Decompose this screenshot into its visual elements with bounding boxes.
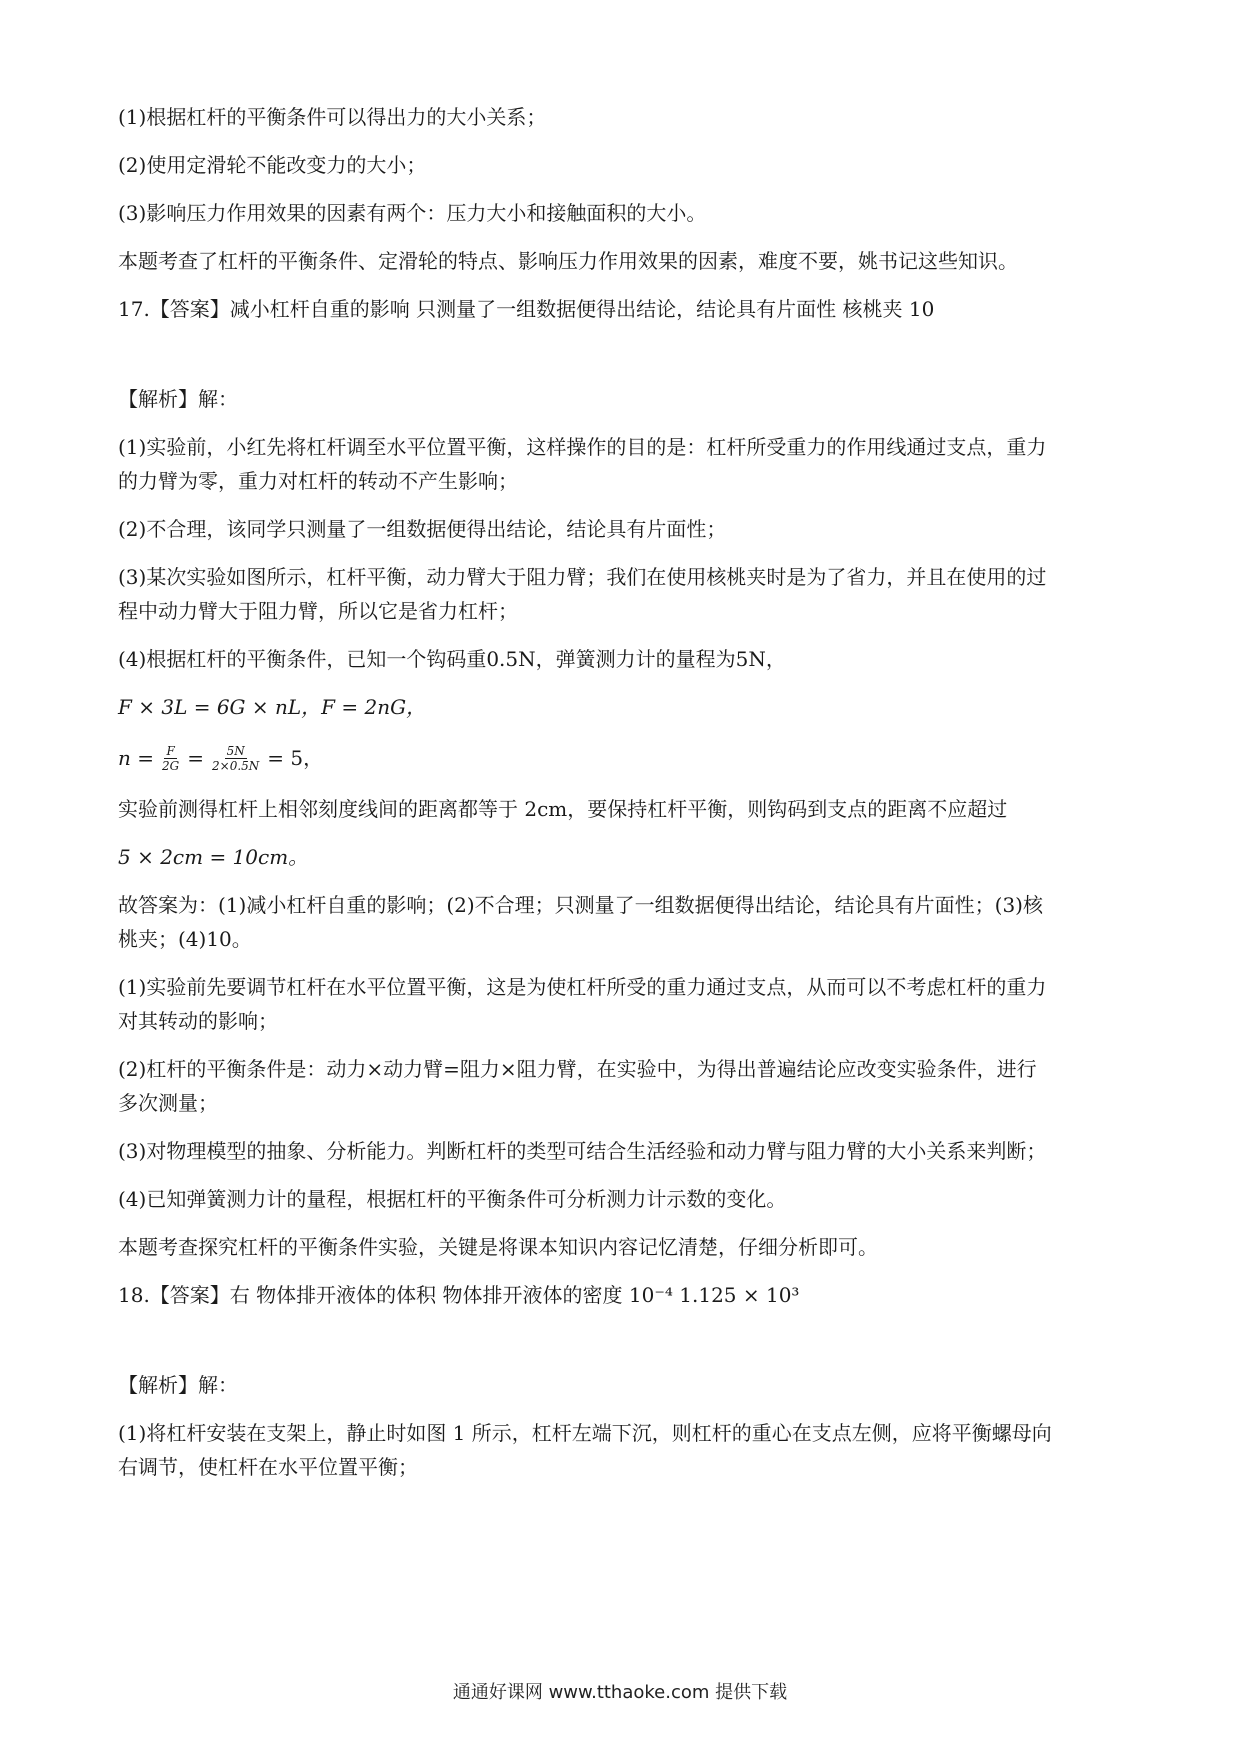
text-line: 实验前测得杠杆上相邻刻度线间的距离都等于 2cm，要保持杠杆平衡，则钩码到支点的距离不应超过 [118,797,1008,821]
text-line: 桃夹；(4)10。 [118,927,252,951]
text-line: (1)将杠杆安装在支架上，静止时如图 1 所示，杠杆左端下沉，则杠杆的重心在支点左侧，应将平衡螺母向 [118,1421,1052,1445]
document-body [118,100,1128,1498]
text-line: (3)影响压力作用效果的因素有两个：压力大小和接触面积的大小。 [118,201,707,225]
equation-line: F × 3L = 6G × nL，F = 2nG， [118,695,427,719]
fraction-2 [210,744,261,773]
text-line: 多次测量； [118,1091,218,1115]
fraction-numerator: 5N [226,743,245,758]
text-line: 故答案为：(1)减小杠杆自重的影响；(2)不合理；只测量了一组数据便得出结论，结论具有片面性；(3)核 [118,893,1043,917]
text-line: 程中动力臂大于阻力臂，所以它是省力杠杆； [118,599,518,623]
analysis-heading: 【解析】解： [118,1373,238,1397]
text-line: 的力臂为零，重力对杠杆的转动不产生影响； [118,469,518,493]
equation-rhs: = 5， [267,746,324,770]
text-line: (1)实验前先要调节杠杆在水平位置平衡，这是为使杠杆所受的重力通过支点，从而可以不考虑杠杆的重力 [118,975,1047,999]
equals-sign: = [187,746,204,770]
fraction-numerator: F [166,743,175,758]
text-line: 本题考查了杠杆的平衡条件、定滑轮的特点、影响压力作用效果的因素，难度不要，姚书记这些知识。 [118,249,1018,273]
analysis-heading: 【解析】解： [118,387,238,411]
text-line: (4)已知弹簧测力计的量程，根据杠杆的平衡条件可分析测力计示数的变化。 [118,1187,787,1211]
answer-17: 17.【答案】减小杠杆自重的影响 只测量了一组数据便得出结论，结论具有片面性 核桃夹 10 [118,297,935,321]
fraction-denominator: 2×0.5N [212,758,260,773]
text-line: (1)实验前，小红先将杠杆调至水平位置平衡，这样操作的目的是：杠杆所受重力的作用线通过支点，重力 [118,435,1047,459]
text-line: 右调节，使杠杆在水平位置平衡； [118,1455,418,1479]
text-line: 对其转动的影响； [118,1009,278,1033]
text-line: (1)根据杠杆的平衡条件可以得出力的大小关系； [118,105,547,129]
text-line: (2)不合理，该同学只测量了一组数据便得出结论，结论具有片面性； [118,517,727,541]
equation-line: 5 × 2cm = 10cm。 [118,845,309,869]
text-line: (3)对物理模型的抽象、分析能力。判断杠杆的类型可结合生活经验和动力臂与阻力臂的大小关系来判断； [118,1139,1047,1163]
text-line: (2)使用定滑轮不能改变力的大小； [118,153,427,177]
text-line: (3)某次实验如图所示，杠杆平衡，动力臂大于阻力臂；我们在使用核桃夹时是为了省力，并且在使用的过 [118,565,1047,589]
text-line: 本题考查探究杠杆的平衡条件实验，关键是将课本知识内容记忆清楚，仔细分析即可。 [118,1235,878,1259]
equation-lhs: n = [118,746,154,770]
text-line: (4)根据杠杆的平衡条件，已知一个钩码重0.5N，弹簧测力计的量程为5N， [118,647,786,671]
fraction-denominator: 2G [162,758,180,773]
fraction-equation [118,738,1128,778]
text-line: (2)杠杆的平衡条件是：动力×动力臂=阻力×阻力臂，在实验中，为得出普遍结论应改变实验条件，进行 [118,1057,1037,1081]
answer-18: 18.【答案】右 物体排开液体的体积 物体排开液体的密度 10⁻⁴ 1.125 × 10³ [118,1283,800,1307]
fraction-1 [160,744,181,773]
page-footer: 通通好课网 www.tthaoke.com 提供下载 [452,1682,788,1703]
